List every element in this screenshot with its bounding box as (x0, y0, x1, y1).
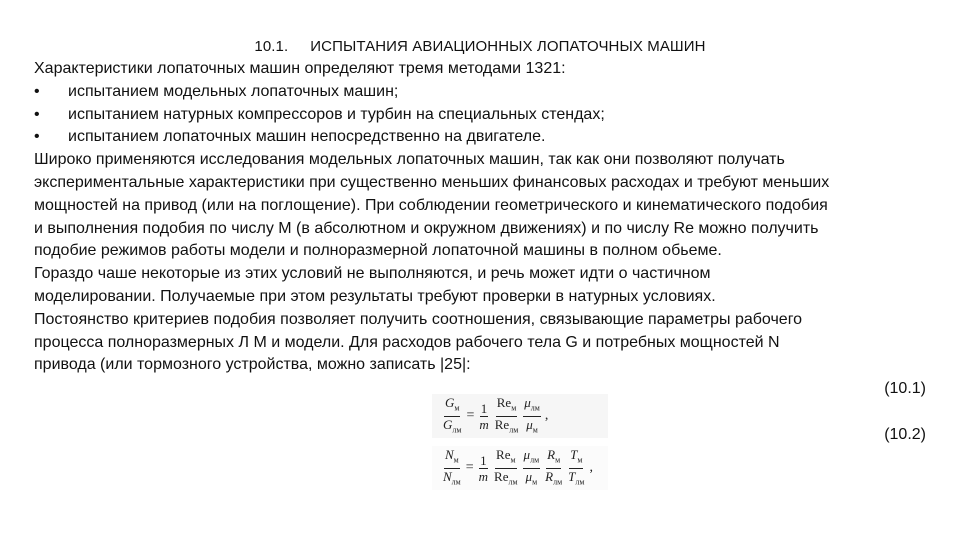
paragraph-line: Широко применяются исследования модельных лопаточных машин, так как они позволяют получать (34, 151, 785, 169)
equation-number-10-2: (10.2) (884, 426, 926, 443)
intro-line: Характеристики лопаточных машин определяют тремя методами 1321: (34, 60, 566, 77)
list-item-text: испытанием лопаточных машин непосредственно на двигателе. (68, 128, 546, 146)
section-number: 10.1. (254, 38, 289, 55)
equals-sign: = (466, 408, 475, 423)
paragraph-line: Постоянство критериев подобия позволяет получить соотношения, связывающие параметры рабочего (34, 310, 803, 328)
document-body (34, 58, 934, 377)
formula-10-2 (432, 446, 608, 490)
fraction-re-ratio: $\frac{Re_м}{Re_{лм}}$ (494, 394, 519, 435)
fraction-r-ratio: $\frac{R_м}{R_{лм}}$ (545, 446, 563, 487)
bullet-marker: • (34, 128, 40, 146)
equals-sign: = (465, 460, 474, 475)
paragraph-line: моделировании. Получаемые при этом результаты требуют проверки в натурных условиях. (34, 287, 716, 305)
bullet-marker: • (34, 105, 40, 123)
fraction-one-over-m: $\frac{1}{m}$ (479, 400, 489, 432)
paragraph-line: мощностей на привод (или на поглощение). При соблюдении геометрического и кинематического подобия (34, 196, 828, 214)
list-item (34, 104, 934, 127)
paragraph-line: Гораздо чаше некоторые из этих условий не выполняются, и речь может идти о частичном (34, 265, 711, 283)
formula-comma: , (589, 460, 593, 475)
paragraph-line: процесса полноразмерных Л М и модели. Для расходов рабочего тела G и потребных мощностей N (34, 333, 780, 351)
bullet-marker: • (34, 82, 40, 100)
formula-10-1 (432, 394, 608, 438)
fraction-n-ratio: $\frac{N_м}{N_{лм}}$ (443, 446, 461, 487)
paragraph-line: и выполнения подобия по числу М (в абсолютном и окружном движениях) и по числу Re можно получить (34, 219, 819, 237)
fraction-one-over-m: $\frac{1}{m}$ (478, 452, 489, 484)
formula-comma: , (544, 408, 549, 423)
fraction-g-ratio: $\frac{G_м}{G_{лм}}$ (443, 394, 462, 435)
section-heading (0, 38, 960, 55)
list-item-text: испытанием натурных компрессоров и турбин на специальных стендах; (68, 105, 605, 123)
paragraph-line: подобие режимов работы модели и полноразмерной лопаточной машины в полном обьеме. (34, 242, 722, 260)
list-item-text: испытанием модельных лопаточных машин; (68, 82, 399, 100)
fraction-mu-ratio: $\frac{\mu_{лм}}{\mu_м}$ (524, 394, 540, 435)
section-title: ИСПЫТАНИЯ АВИАЦИОННЫХ ЛОПАТОЧНЫХ МАШИН (310, 38, 706, 55)
list-item (34, 126, 934, 149)
list-item (34, 81, 934, 104)
fraction-mu-ratio: $\frac{\mu_{лм}}{\mu_м}$ (523, 446, 540, 487)
fraction-t-ratio: $\frac{T_м}{T_{лм}}$ (568, 446, 585, 487)
paragraph-line: привода (или тормозного устройства, можно записать |25|: (34, 356, 471, 374)
equation-number-10-1: (10.1) (884, 380, 926, 397)
paragraph-line: экспериментальные характеристики при существенно меньших финансовых расходах и требуют меньших (34, 173, 830, 191)
fraction-re-ratio: $\frac{Re_м}{Re_{лм}}$ (494, 446, 518, 487)
